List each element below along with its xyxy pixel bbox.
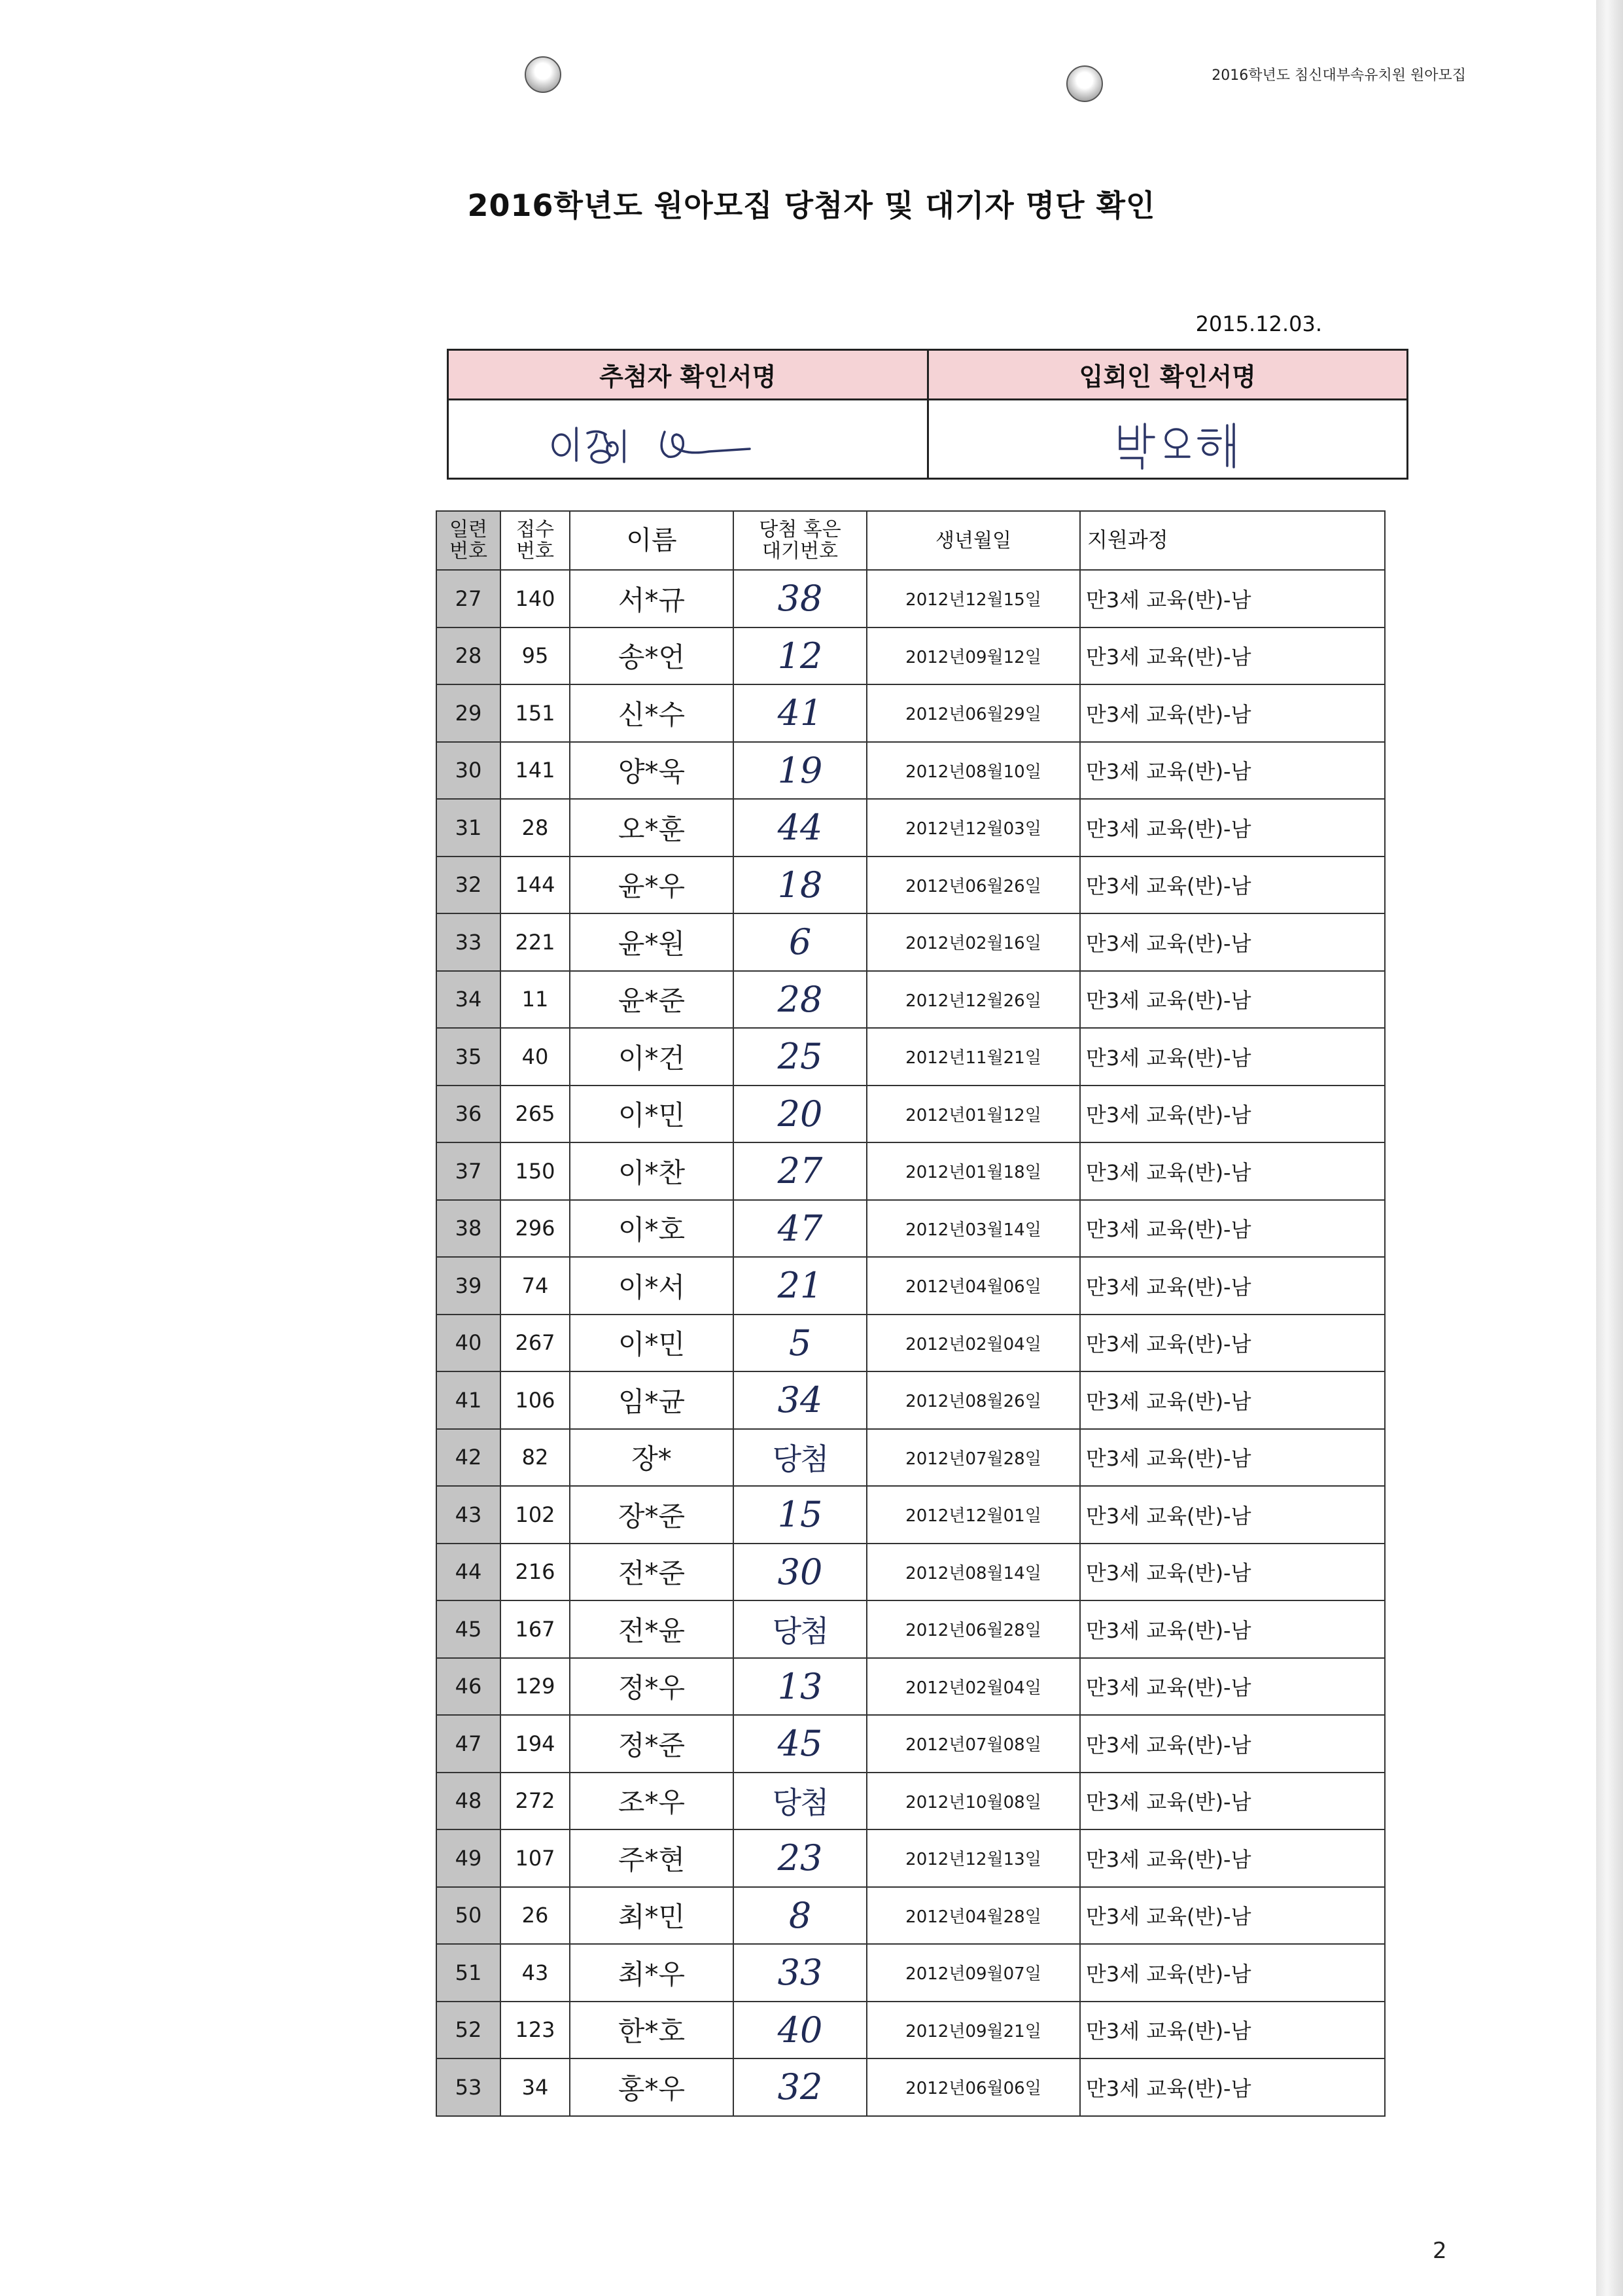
table-row — [436, 1086, 1385, 1143]
result-cell: 21 — [733, 1257, 867, 1315]
table-row — [436, 627, 1385, 685]
receipt-cell: 34 — [500, 2058, 570, 2116]
name-cell: 오*훈 — [570, 799, 733, 857]
receipt-cell: 129 — [500, 1658, 570, 1716]
program-cell: 만3세 교육(반)-남 — [1080, 1371, 1385, 1429]
program-cell: 만3세 교육(반)-남 — [1080, 684, 1385, 742]
dob-cell: 2012년02월04일 — [867, 1315, 1080, 1372]
receipt-cell: 150 — [500, 1142, 570, 1200]
program-cell: 만3세 교육(반)-남 — [1080, 1600, 1385, 1658]
dob-cell: 2012년01월18일 — [867, 1142, 1080, 1200]
seq-cell: 39 — [436, 1257, 500, 1315]
result-cell: 41 — [733, 684, 867, 742]
table-row — [436, 1429, 1385, 1487]
dob-cell: 2012년06월28일 — [867, 1600, 1080, 1658]
table-row — [436, 1544, 1385, 1601]
program-cell: 만3세 교육(반)-남 — [1080, 742, 1385, 800]
col-header-name: 이름 — [570, 511, 733, 570]
page-edge — [1596, 0, 1623, 2296]
seq-cell: 34 — [436, 971, 500, 1029]
table-row — [436, 1142, 1385, 1200]
name-cell: 정*준 — [570, 1715, 733, 1773]
receipt-cell: 28 — [500, 799, 570, 857]
table-row — [436, 1944, 1385, 2002]
witness-signature-label: 입회인 확인서명 — [1079, 362, 1256, 391]
name-cell: 윤*우 — [570, 857, 733, 914]
result-cell: 당첨 — [733, 1773, 867, 1830]
result-cell: 38 — [733, 570, 867, 627]
page-number: 2 — [1433, 2238, 1447, 2264]
seq-cell: 52 — [436, 2002, 500, 2059]
drawer-signature-label: 추첨자 확인서명 — [449, 351, 929, 398]
dob-cell: 2012년06월06일 — [867, 2058, 1080, 2116]
name-cell: 주*현 — [570, 1829, 733, 1887]
witness-signature-cell — [929, 400, 1407, 478]
dob-cell: 2012년12월01일 — [867, 1486, 1080, 1544]
result-cell: 13 — [733, 1658, 867, 1716]
program-cell: 만3세 교육(반)-남 — [1080, 857, 1385, 914]
result-cell: 당첨 — [733, 1600, 867, 1658]
name-cell: 윤*원 — [570, 913, 733, 971]
dob-cell: 2012년09월12일 — [867, 627, 1080, 685]
result-cell: 5 — [733, 1315, 867, 1372]
name-cell: 장* — [570, 1429, 733, 1487]
name-cell: 이*민 — [570, 1315, 733, 1372]
name-cell: 신*수 — [570, 684, 733, 742]
program-cell: 만3세 교육(반)-남 — [1080, 1486, 1385, 1544]
name-cell: 홍*우 — [570, 2058, 733, 2116]
seq-cell: 49 — [436, 1829, 500, 1887]
seq-cell: 29 — [436, 684, 500, 742]
program-cell: 만3세 교육(반)-남 — [1080, 913, 1385, 971]
program-cell: 만3세 교육(반)-남 — [1080, 1829, 1385, 1887]
table-row — [436, 1773, 1385, 1830]
name-cell: 이*서 — [570, 1257, 733, 1315]
receipt-cell: 194 — [500, 1715, 570, 1773]
seq-cell: 50 — [436, 1887, 500, 1945]
table-row — [436, 1600, 1385, 1658]
name-cell: 조*우 — [570, 1773, 733, 1830]
program-cell: 만3세 교육(반)-남 — [1080, 1028, 1385, 1086]
table-row — [436, 971, 1385, 1029]
table-row — [436, 1257, 1385, 1315]
receipt-cell: 267 — [500, 1315, 570, 1372]
seq-cell: 48 — [436, 1773, 500, 1830]
table-row — [436, 1028, 1385, 1086]
name-cell: 서*규 — [570, 570, 733, 627]
seq-cell: 40 — [436, 1315, 500, 1372]
signature-table — [447, 349, 1408, 480]
seq-cell: 42 — [436, 1429, 500, 1487]
receipt-cell: 106 — [500, 1371, 570, 1429]
result-cell: 47 — [733, 1200, 867, 1258]
name-cell: 양*욱 — [570, 742, 733, 800]
seq-cell: 30 — [436, 742, 500, 800]
dob-cell: 2012년11월21일 — [867, 1028, 1080, 1086]
receipt-cell: 167 — [500, 1600, 570, 1658]
col-header-seq: 일련 번호 — [436, 511, 500, 570]
program-cell: 만3세 교육(반)-남 — [1080, 1658, 1385, 1716]
dob-cell: 2012년10월08일 — [867, 1773, 1080, 1830]
receipt-cell: 26 — [500, 1887, 570, 1945]
receipt-cell: 74 — [500, 1257, 570, 1315]
name-cell: 이*민 — [570, 1086, 733, 1143]
signature-body-row — [449, 400, 1406, 478]
program-cell: 만3세 교육(반)-남 — [1080, 1429, 1385, 1487]
name-cell: 이*호 — [570, 1200, 733, 1258]
seq-cell: 37 — [436, 1142, 500, 1200]
name-cell: 이*찬 — [570, 1142, 733, 1200]
receipt-cell: 82 — [500, 1429, 570, 1487]
program-cell: 만3세 교육(반)-남 — [1080, 1086, 1385, 1143]
receipt-cell: 95 — [500, 627, 570, 685]
result-cell: 18 — [733, 857, 867, 914]
table-row — [436, 799, 1385, 857]
seq-cell: 28 — [436, 627, 500, 685]
name-cell: 한*호 — [570, 2002, 733, 2059]
seq-cell: 45 — [436, 1600, 500, 1658]
drawer-signature — [449, 400, 926, 478]
receipt-cell: 123 — [500, 2002, 570, 2059]
dob-cell: 2012년03월14일 — [867, 1200, 1080, 1258]
result-cell: 28 — [733, 971, 867, 1029]
program-cell: 만3세 교육(반)-남 — [1080, 570, 1385, 627]
receipt-cell: 265 — [500, 1086, 570, 1143]
table-row — [436, 2002, 1385, 2059]
seq-cell: 44 — [436, 1544, 500, 1601]
dob-cell: 2012년08월26일 — [867, 1371, 1080, 1429]
table-row — [436, 1371, 1385, 1429]
name-cell: 최*민 — [570, 1887, 733, 1945]
receipt-cell: 144 — [500, 857, 570, 914]
seq-cell: 31 — [436, 799, 500, 857]
program-cell: 만3세 교육(반)-남 — [1080, 2058, 1385, 2116]
receipt-cell: 141 — [500, 742, 570, 800]
program-cell: 만3세 교육(반)-남 — [1080, 1544, 1385, 1601]
program-cell: 만3세 교육(반)-남 — [1080, 1773, 1385, 1830]
program-cell: 만3세 교육(반)-남 — [1080, 1715, 1385, 1773]
table-row — [436, 1486, 1385, 1544]
receipt-cell: 272 — [500, 1773, 570, 1830]
receipt-cell: 216 — [500, 1544, 570, 1601]
table-row — [436, 2058, 1385, 2116]
name-cell: 최*우 — [570, 1944, 733, 2002]
col-header-dob: 생년월일 — [867, 511, 1080, 570]
dob-cell: 2012년08월10일 — [867, 742, 1080, 800]
result-cell: 30 — [733, 1544, 867, 1601]
dob-cell: 2012년06월29일 — [867, 684, 1080, 742]
receipt-cell: 102 — [500, 1486, 570, 1544]
result-cell: 15 — [733, 1486, 867, 1544]
table-row — [436, 1887, 1385, 1945]
result-cell: 45 — [733, 1715, 867, 1773]
table-row — [436, 742, 1385, 800]
drawer-signature-cell — [449, 400, 929, 478]
dob-cell: 2012년04월28일 — [867, 1887, 1080, 1945]
receipt-cell: 151 — [500, 684, 570, 742]
seq-cell: 38 — [436, 1200, 500, 1258]
program-cell: 만3세 교육(반)-남 — [1080, 1315, 1385, 1372]
punch-hole — [525, 56, 561, 93]
result-cell: 34 — [733, 1371, 867, 1429]
seq-cell: 32 — [436, 857, 500, 914]
seq-cell: 47 — [436, 1715, 500, 1773]
dob-cell: 2012년01월12일 — [867, 1086, 1080, 1143]
receipt-cell: 11 — [500, 971, 570, 1029]
col-header-result: 당첨 혹은 대기번호 — [733, 511, 867, 570]
dob-cell: 2012년02월16일 — [867, 913, 1080, 971]
dob-cell: 2012년12월03일 — [867, 799, 1080, 857]
signature-header-row — [449, 351, 1406, 400]
dob-cell: 2012년09월21일 — [867, 2002, 1080, 2059]
seq-cell: 41 — [436, 1371, 500, 1429]
table-row — [436, 684, 1385, 742]
dob-cell: 2012년12월15일 — [867, 570, 1080, 627]
result-cell: 27 — [733, 1142, 867, 1200]
dob-cell: 2012년12월13일 — [867, 1829, 1080, 1887]
roster-table — [436, 510, 1386, 2117]
program-cell: 만3세 교육(반)-남 — [1080, 1200, 1385, 1258]
table-row — [436, 1715, 1385, 1773]
document-title: 2016학년도 원아모집 당첨자 및 대기자 명단 확인 — [467, 188, 1156, 223]
seq-cell: 53 — [436, 2058, 500, 2116]
receipt-cell: 43 — [500, 1944, 570, 2002]
name-cell: 임*균 — [570, 1371, 733, 1429]
table-row — [436, 913, 1385, 971]
result-cell: 32 — [733, 2058, 867, 2116]
col-header-receipt: 접수 번호 — [500, 511, 570, 570]
dob-cell: 2012년07월08일 — [867, 1715, 1080, 1773]
result-cell: 20 — [733, 1086, 867, 1143]
punch-hole — [1066, 65, 1103, 102]
receipt-cell: 221 — [500, 913, 570, 971]
table-row — [436, 1658, 1385, 1716]
table-row — [436, 857, 1385, 914]
program-cell: 만3세 교육(반)-남 — [1080, 1257, 1385, 1315]
seq-cell: 33 — [436, 913, 500, 971]
name-cell: 이*건 — [570, 1028, 733, 1086]
program-cell: 만3세 교육(반)-남 — [1080, 1944, 1385, 2002]
dob-cell: 2012년09월07일 — [867, 1944, 1080, 2002]
running-header: 2016학년도 침신대부속유치원 원아모집 — [1212, 67, 1466, 84]
table-header-row — [436, 511, 1385, 570]
dob-cell: 2012년08월14일 — [867, 1544, 1080, 1601]
dob-cell: 2012년02월04일 — [867, 1658, 1080, 1716]
result-cell: 당첨 — [733, 1429, 867, 1487]
seq-cell: 51 — [436, 1944, 500, 2002]
result-cell: 40 — [733, 2002, 867, 2059]
program-cell: 만3세 교육(반)-남 — [1080, 2002, 1385, 2059]
dob-cell: 2012년12월26일 — [867, 971, 1080, 1029]
seq-cell: 46 — [436, 1658, 500, 1716]
dob-cell: 2012년04월06일 — [867, 1257, 1080, 1315]
name-cell: 송*언 — [570, 627, 733, 685]
result-cell: 8 — [733, 1887, 867, 1945]
result-cell: 19 — [733, 742, 867, 800]
program-cell: 만3세 교육(반)-남 — [1080, 627, 1385, 685]
name-cell: 정*우 — [570, 1658, 733, 1716]
program-cell: 만3세 교육(반)-남 — [1080, 1142, 1385, 1200]
table-row — [436, 1829, 1385, 1887]
receipt-cell: 296 — [500, 1200, 570, 1258]
result-cell: 12 — [733, 627, 867, 685]
seq-cell: 36 — [436, 1086, 500, 1143]
dob-cell: 2012년07월28일 — [867, 1429, 1080, 1487]
table-row — [436, 1200, 1385, 1258]
program-cell: 만3세 교육(반)-남 — [1080, 1887, 1385, 1945]
program-cell: 만3세 교육(반)-남 — [1080, 799, 1385, 857]
table-row — [436, 1315, 1385, 1372]
receipt-cell: 107 — [500, 1829, 570, 1887]
name-cell: 전*윤 — [570, 1600, 733, 1658]
receipt-cell: 40 — [500, 1028, 570, 1086]
seq-cell: 27 — [436, 570, 500, 627]
witness-signature — [929, 400, 1406, 478]
receipt-cell: 140 — [500, 570, 570, 627]
table-row — [436, 570, 1385, 627]
document-date: 2015.12.03. — [1195, 311, 1322, 336]
result-cell: 44 — [733, 799, 867, 857]
name-cell: 전*준 — [570, 1544, 733, 1601]
result-cell: 6 — [733, 913, 867, 971]
result-cell: 23 — [733, 1829, 867, 1887]
col-header-program: 지원과정 — [1080, 511, 1385, 570]
seq-cell: 35 — [436, 1028, 500, 1086]
dob-cell: 2012년06월26일 — [867, 857, 1080, 914]
seq-cell: 43 — [436, 1486, 500, 1544]
result-cell: 25 — [733, 1028, 867, 1086]
name-cell: 윤*준 — [570, 971, 733, 1029]
program-cell: 만3세 교육(반)-남 — [1080, 971, 1385, 1029]
name-cell: 장*준 — [570, 1486, 733, 1544]
result-cell: 33 — [733, 1944, 867, 2002]
